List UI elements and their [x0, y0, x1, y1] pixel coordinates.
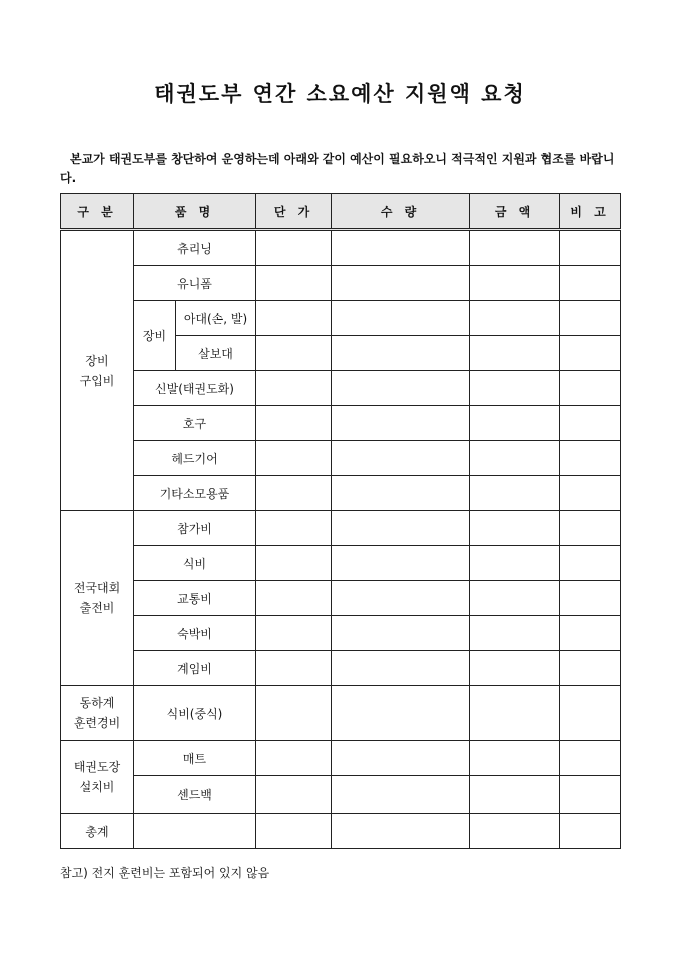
unit-price-cell[interactable] [256, 814, 332, 849]
table-row [61, 476, 621, 511]
quantity-cell[interactable] [332, 741, 470, 776]
unit-price-cell[interactable] [256, 616, 332, 651]
header-item: 품 명 [134, 194, 256, 230]
unit-price-cell[interactable] [256, 336, 332, 371]
unit-price-cell[interactable] [256, 651, 332, 686]
remarks-cell[interactable] [560, 686, 621, 741]
category-total: 총계 [61, 814, 134, 849]
quantity-cell[interactable] [332, 511, 470, 546]
item-protector: 호구 [134, 406, 256, 441]
quantity-cell[interactable] [332, 230, 470, 266]
amount-cell[interactable] [470, 336, 560, 371]
amount-cell[interactable] [470, 776, 560, 814]
remarks-cell[interactable] [560, 616, 621, 651]
amount-cell[interactable] [470, 511, 560, 546]
unit-price-cell[interactable] [256, 476, 332, 511]
document-title: 태권도부 연간 소요예산 지원액 요청 [154, 81, 526, 106]
remarks-cell[interactable] [560, 441, 621, 476]
quantity-cell[interactable] [332, 476, 470, 511]
unit-price-cell[interactable] [256, 581, 332, 616]
item-shoes: 신발(태권도화) [134, 371, 256, 406]
remarks-cell[interactable] [560, 776, 621, 814]
table-row [61, 230, 621, 266]
remarks-cell[interactable] [560, 546, 621, 581]
remarks-cell[interactable] [560, 741, 621, 776]
quantity-cell[interactable] [332, 581, 470, 616]
amount-cell[interactable] [470, 230, 560, 266]
unit-price-cell[interactable] [256, 776, 332, 814]
quantity-cell[interactable] [332, 651, 470, 686]
category-winter-training: 동하계 훈련경비 [61, 686, 134, 741]
table-row [61, 616, 621, 651]
table-row [61, 546, 621, 581]
quantity-cell[interactable] [332, 266, 470, 301]
remarks-cell[interactable] [560, 814, 621, 849]
item-uniform: 유니폼 [134, 266, 256, 301]
quantity-cell[interactable] [332, 336, 470, 371]
unit-price-cell[interactable] [256, 230, 332, 266]
item-mannequin: 살보대 [176, 336, 256, 371]
quantity-cell[interactable] [332, 686, 470, 741]
table-row [61, 266, 621, 301]
item-meals: 식비 [134, 546, 256, 581]
total-item-cell[interactable] [134, 814, 256, 849]
table-row [61, 686, 621, 741]
quantity-cell[interactable] [332, 546, 470, 581]
quantity-cell[interactable] [332, 441, 470, 476]
category-gym-setup: 태권도장 설치비 [61, 741, 134, 814]
amount-cell[interactable] [470, 371, 560, 406]
quantity-cell[interactable] [332, 616, 470, 651]
remarks-cell[interactable] [560, 301, 621, 336]
category-competition: 전국대회 출전비 [61, 511, 134, 686]
table-row [61, 441, 621, 476]
intro-paragraph: 본교가 태권도부를 창단하여 운영하는데 아래와 같이 예산이 필요하오니 적극적인 지원과 협조를 바랍니다. [60, 152, 615, 185]
amount-cell[interactable] [470, 266, 560, 301]
table-row [61, 651, 621, 686]
item-mitt: 아대(손, 발) [176, 301, 256, 336]
unit-price-cell[interactable] [256, 406, 332, 441]
unit-price-cell[interactable] [256, 371, 332, 406]
amount-cell[interactable] [470, 616, 560, 651]
table-row [61, 814, 621, 849]
item-consumables: 기타소모용품 [134, 476, 256, 511]
item-lodging: 숙박비 [134, 616, 256, 651]
unit-price-cell[interactable] [256, 441, 332, 476]
unit-price-cell[interactable] [256, 301, 332, 336]
table-row [61, 301, 621, 336]
table-row [61, 581, 621, 616]
amount-cell[interactable] [470, 686, 560, 741]
unit-price-cell[interactable] [256, 266, 332, 301]
amount-cell[interactable] [470, 546, 560, 581]
remarks-cell[interactable] [560, 511, 621, 546]
remarks-cell[interactable] [560, 581, 621, 616]
quantity-cell[interactable] [332, 776, 470, 814]
remarks-cell[interactable] [560, 651, 621, 686]
remarks-cell[interactable] [560, 266, 621, 301]
remarks-cell[interactable] [560, 371, 621, 406]
header-unit-price: 단 가 [256, 194, 332, 230]
remarks-cell[interactable] [560, 406, 621, 441]
unit-price-cell[interactable] [256, 741, 332, 776]
item-transport: 교통비 [134, 581, 256, 616]
item-headgear: 헤드기어 [134, 441, 256, 476]
amount-cell[interactable] [470, 476, 560, 511]
footnote: 참고) 전지 훈련비는 포함되어 있지 않음 [60, 866, 270, 880]
amount-cell[interactable] [470, 441, 560, 476]
header-amount: 금 액 [470, 194, 560, 230]
quantity-cell[interactable] [332, 371, 470, 406]
quantity-cell[interactable] [332, 301, 470, 336]
item-gear-group: 장비 [134, 301, 176, 371]
remarks-cell[interactable] [560, 336, 621, 371]
item-sandbag: 센드백 [134, 776, 256, 814]
budget-table [60, 193, 621, 849]
table-row [61, 371, 621, 406]
amount-cell[interactable] [470, 301, 560, 336]
quantity-cell[interactable] [332, 814, 470, 849]
quantity-cell[interactable] [332, 406, 470, 441]
unit-price-cell[interactable] [256, 511, 332, 546]
remarks-cell[interactable] [560, 230, 621, 266]
amount-cell[interactable] [470, 651, 560, 686]
header-category: 구 분 [61, 194, 134, 230]
item-meals-lunch: 식비(중식) [134, 686, 256, 741]
unit-price-cell[interactable] [256, 546, 332, 581]
item-weigh-in: 계임비 [134, 651, 256, 686]
item-entry-fee: 참가비 [134, 511, 256, 546]
table-row [61, 741, 621, 776]
item-mat: 매트 [134, 741, 256, 776]
header-remarks: 비 고 [560, 194, 621, 230]
category-equipment: 장비 구입비 [61, 230, 134, 511]
unit-price-cell[interactable] [256, 686, 332, 741]
remarks-cell[interactable] [560, 476, 621, 511]
header-row [61, 194, 621, 230]
item-training-suit: 츄리닝 [134, 230, 256, 266]
amount-cell[interactable] [470, 814, 560, 849]
table-row [61, 406, 621, 441]
header-quantity: 수 량 [332, 194, 470, 230]
amount-cell[interactable] [470, 581, 560, 616]
table-row [61, 776, 621, 814]
amount-cell[interactable] [470, 741, 560, 776]
amount-cell[interactable] [470, 406, 560, 441]
table-row [61, 511, 621, 546]
